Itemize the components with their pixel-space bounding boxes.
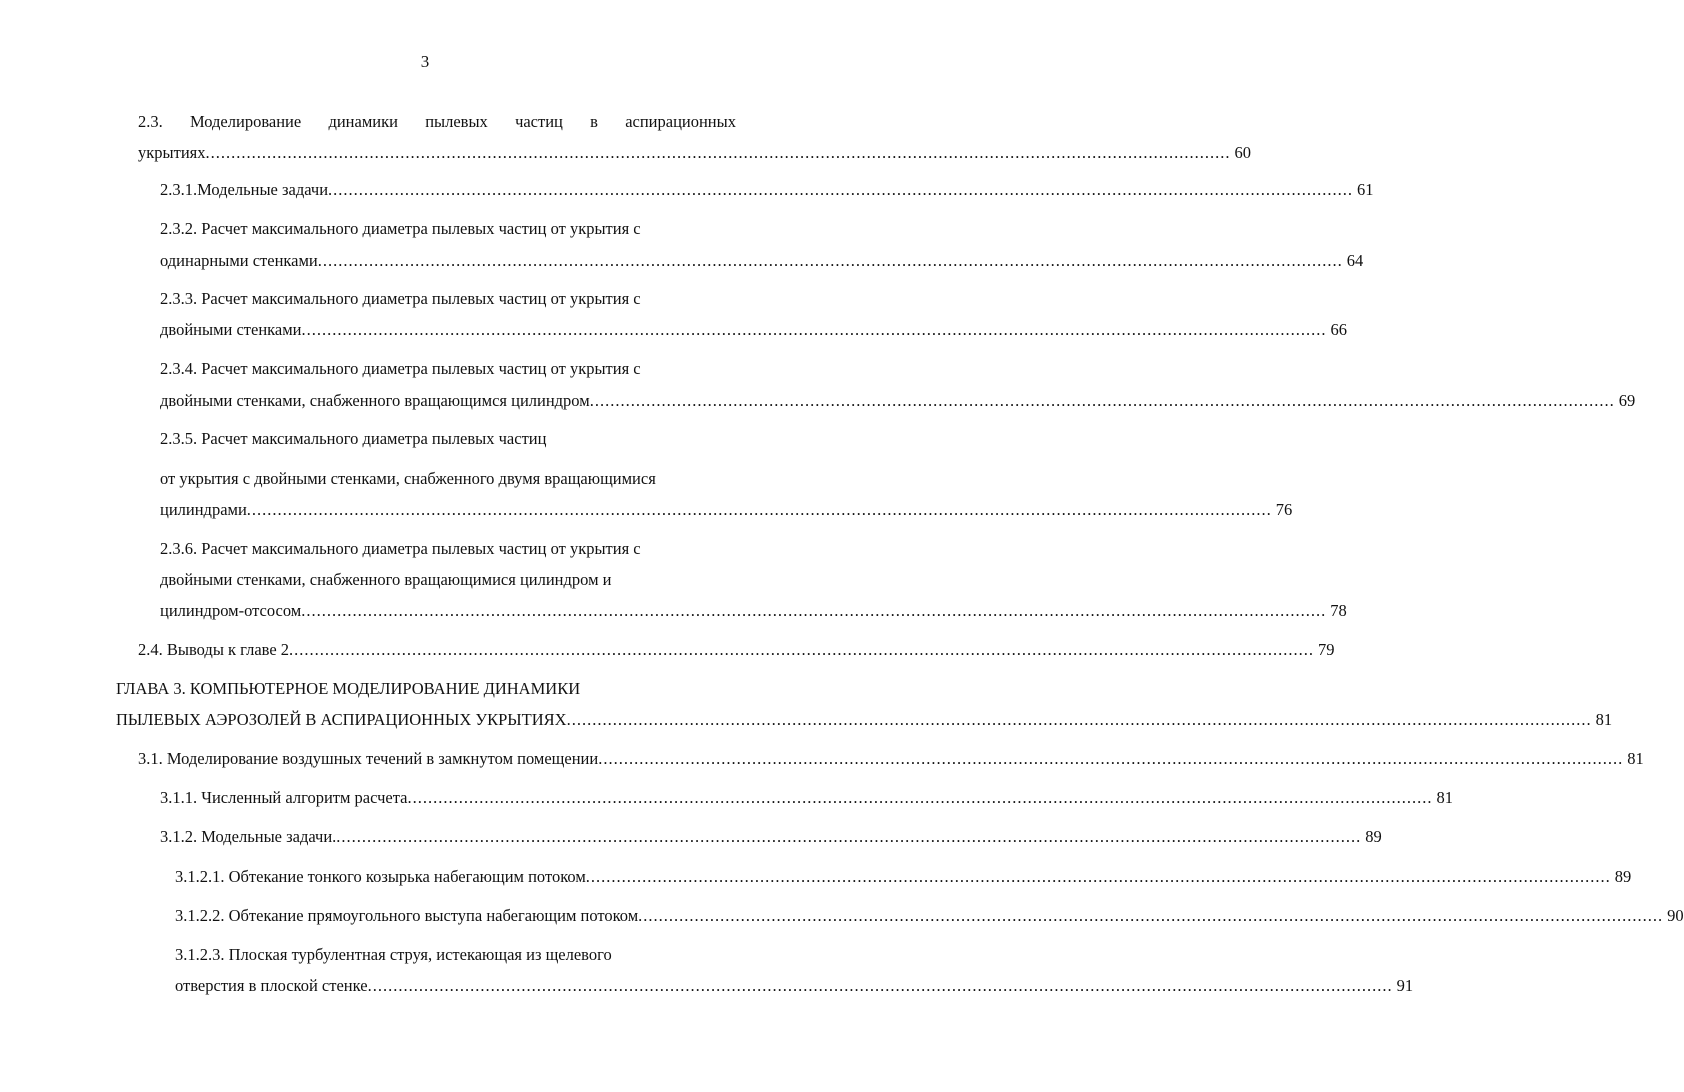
toc-entry-title: 2.3.1.Модельные задачи xyxy=(160,180,329,199)
dot-leader: ........................................................................................................................................................................................................ xyxy=(407,788,1433,807)
dot-leader: ........................................................................................................................................................................................................ xyxy=(566,710,1592,729)
toc-entry-2-3-line1 xyxy=(138,110,736,134)
toc-entry-title: 3.1.2.2. Обтекание прямоугольного выступа набегающим потоком xyxy=(175,906,639,925)
toc-entry-2-3-5-line2: от укрытия с двойными стенками, снабженного двумя вращающимися xyxy=(160,469,656,488)
toc-entry-page: 76 xyxy=(1275,500,1293,519)
toc-entry-title: отверстия в плоской стенке xyxy=(175,976,368,995)
toc-entry-title: цилиндром-отсосом xyxy=(160,601,302,620)
toc-entry-title: ПЫЛЕВЫХ АЭРОЗОЛЕЙ В АСПИРАЦИОННЫХ УКРЫТИЯХ xyxy=(116,710,567,729)
word: аспирационных xyxy=(625,112,736,131)
toc-entry-2-3-5-line1: 2.3.5. Расчет максимального диаметра пылевых частиц xyxy=(160,429,547,448)
word: динамики xyxy=(328,112,398,131)
dot-leader: ........................................................................................................................................................................................................ xyxy=(246,500,1272,519)
toc-entry-title: двойными стенками, снабженного вращающимся цилиндром xyxy=(160,391,590,410)
word: частиц xyxy=(515,112,563,131)
word: пылевых xyxy=(425,112,488,131)
dot-leader: ........................................................................................................................................................................................................ xyxy=(598,749,1624,768)
toc-entry-page: 81 xyxy=(1595,710,1613,729)
toc-entry-2-3-3[interactable] xyxy=(160,318,1348,342)
toc-entry-title: двойными стенками xyxy=(160,320,302,339)
dot-leader: ........................................................................................................................................................................................................ xyxy=(589,391,1615,410)
dot-leader: ........................................................................................................................................................................................................ xyxy=(301,601,1327,620)
toc-entry-3-1-2-3-line1: 3.1.2.3. Плоская турбулентная струя, истекающая из щелевого xyxy=(175,945,612,964)
dot-leader: ........................................................................................................................................................................................................ xyxy=(328,180,1354,199)
toc-entry-3-1-2-3[interactable] xyxy=(175,974,1414,998)
dot-leader: ........................................................................................................................................................................................................ xyxy=(585,867,1611,886)
toc-entry-3-1-2[interactable] xyxy=(160,825,1382,849)
toc-entry-page: 66 xyxy=(1330,320,1348,339)
toc-entry-title: одинарными стенками xyxy=(160,251,318,270)
word: Моделирование xyxy=(190,112,302,131)
toc-entry-title: 3.1.2.1. Обтекание тонкого козырька набегающим потоком xyxy=(175,867,586,886)
toc-entry-2-3[interactable] xyxy=(138,141,1251,165)
dot-leader: ........................................................................................................................................................................................................ xyxy=(317,251,1343,270)
toc-entry-page: 81 xyxy=(1436,788,1453,807)
toc-entry-2-3-4[interactable] xyxy=(160,389,1636,413)
toc-entry-2-3-5[interactable] xyxy=(160,498,1293,522)
toc-entry-3-1-2-2[interactable] xyxy=(175,904,1684,928)
toc-chapter-3[interactable] xyxy=(116,708,1613,732)
toc-entry-page: 89 xyxy=(1365,827,1382,846)
word: в xyxy=(590,112,598,131)
toc-entry-title: 3.1.1. Численный алгоритм расчета xyxy=(160,788,408,807)
toc-entry-2-4[interactable] xyxy=(138,638,1335,662)
toc-entry-2-3-6-line2: двойными стенками, снабженного вращающимися цилиндром и xyxy=(160,570,612,589)
toc-entry-page: 90 xyxy=(1667,906,1684,925)
toc-entry-page: 78 xyxy=(1330,601,1347,620)
toc-entry-page: 91 xyxy=(1396,976,1414,995)
toc-entry-page: 69 xyxy=(1618,391,1636,410)
toc-entry-page: 81 xyxy=(1627,749,1644,768)
toc-entry-3-1-2-1[interactable] xyxy=(175,865,1632,889)
toc-entry-page: 60 xyxy=(1234,143,1251,162)
word: 2.3. xyxy=(138,112,163,131)
toc-entry-2-3-6[interactable] xyxy=(160,599,1347,623)
toc-entry-title: 2.4. Выводы к главе 2 xyxy=(138,640,290,659)
dot-leader: ........................................................................................................................................................................................................ xyxy=(205,143,1231,162)
toc-entry-2-3-3-line1: 2.3.3. Расчет максимального диаметра пылевых частиц от укрытия с xyxy=(160,289,641,308)
toc-entry-2-3-4-line1: 2.3.4. Расчет максимального диаметра пылевых частиц от укрытия с xyxy=(160,359,641,378)
toc-entry-title: укрытиях xyxy=(138,143,206,162)
toc-entry-title: 3.1. Моделирование воздушных течений в замкнутом помещении xyxy=(138,749,599,768)
toc-entry-page: 89 xyxy=(1614,867,1632,886)
dot-leader: ........................................................................................................................................................................................................ xyxy=(289,640,1315,659)
toc-entry-page: 79 xyxy=(1318,640,1335,659)
dot-leader: ........................................................................................................................................................................................................ xyxy=(301,320,1327,339)
dot-leader: ........................................................................................................................................................................................................ xyxy=(336,827,1362,846)
toc-entry-2-3-2-line1: 2.3.2. Расчет максимального диаметра пылевых частиц от укрытия с xyxy=(160,219,641,238)
toc-entry-title: 3.1.2. Модельные задачи. xyxy=(160,827,337,846)
dot-leader: ........................................................................................................................................................................................................ xyxy=(638,906,1664,925)
toc-chapter-3-line1: ГЛАВА 3. КОМПЬЮТЕРНОЕ МОДЕЛИРОВАНИЕ ДИНАМИКИ xyxy=(116,679,581,698)
toc-entry-page: 61 xyxy=(1357,180,1374,199)
dot-leader: ........................................................................................................................................................................................................ xyxy=(367,976,1393,995)
toc-entry-2-3-2[interactable] xyxy=(160,249,1364,273)
toc-entry-title: цилиндрами xyxy=(160,500,247,519)
page-number: 3 xyxy=(420,52,430,71)
toc-entry-page: 64 xyxy=(1346,251,1364,270)
toc-entry-2-3-1[interactable] xyxy=(160,178,1374,202)
toc-entry-3-1[interactable] xyxy=(138,747,1644,771)
toc-entry-2-3-6-line1: 2.3.6. Расчет максимального диаметра пылевых частиц от укрытия с xyxy=(160,539,641,558)
toc-entry-3-1-1[interactable] xyxy=(160,786,1453,810)
